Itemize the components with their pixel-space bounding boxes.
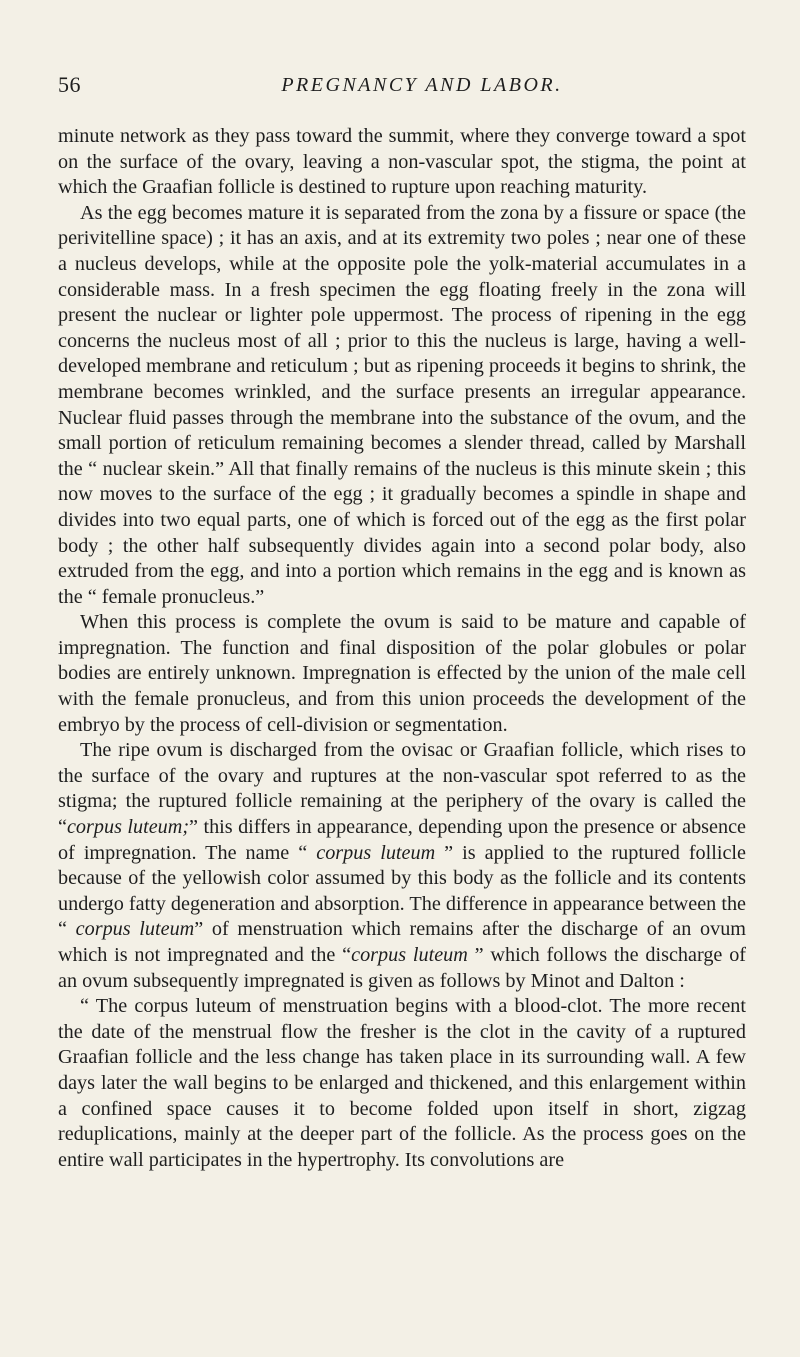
paragraph-4-text: ” which follows the discharge of an ovum subsequently impregnated is given as follows by Minot and Dalton : (58, 944, 747, 992)
running-title: PREGNANCY AND LABOR. (281, 74, 563, 96)
paragraph-2: As the egg becomes mature it is separated from the zona by a fissure or space (the perivitelline space) ; it has an axis, and at its extremity two poles ; near one of these a nucleus develops, while at the opposite pole the yolk-material accumulates in a considerable mass. In a fresh specimen the egg floating freely in the zona will present the nuclear or lighter pole uppermost. The process of ripening in the egg concerns the nucleus most of all ; prior to this the nucleus is large, having a well-developed membrane and reticulum ; but as ripening proceeds it begins to shrink, the membrane becomes wrinkled, and the surface presents an irregular appearance. Nuclear fluid passes through the membrane into the substance of the ovum, and the small portion of reticulum remaining becomes a slender thread, called by Marshall the “ nuclear skein.” All that finally remains of the nucleus is this minute skein ; this now moves to the surface of the egg ; it gradually becomes a spindle in shape and divides into two equal parts, one of which is forced out of the egg as the first polar body ; the other half subsequently divides again into a second polar body, also extruded from the egg, and into a portion which remains in the egg and is known as the “ female pronucleus.” (58, 201, 746, 608)
paragraph-4-text: ” is applied to the ruptured follicle because of the yellowish color assumed by this body as the follicle and its contents undergo fatty degeneration and absorption. The difference in appearance between the “ (58, 841, 746, 941)
page-number: 56 (58, 72, 81, 97)
body-text (58, 124, 746, 1173)
paragraph-4-text: The ripe ovum is discharged from the ovisac or Graafian follicle, which rises to the surface of the ovary and ruptures at the non-vascular spot referred to as the stigma; the ruptured follicle remaining at the periphery of the ovary is called the “ (58, 739, 746, 839)
paragraph-4-text: ” of menstruation which remains after the discharge of an ovum which is not impregnated and the “ (58, 918, 746, 966)
corpus-luteum-term: corpus luteum (351, 944, 468, 966)
corpus-luteum-term: corpus luteum; (66, 816, 190, 839)
paragraph-5-quotation: “ The corpus luteum of menstruation begins with a blood-clot. The more recent the date of the menstrual flow the fresher is the clot in the cavity of a ruptured Graafian follicle and the less change has taken place in its surrounding wall. A few days later the wall begins to be enlarged and thickened, and this enlargement within a confined space causes it to become folded upon itself in short, zigzag reduplications, mainly at the deeper part of the follicle. As the process goes on the entire wall participates in the hypertrophy. Its convolutions are (58, 995, 746, 1171)
corpus-luteum-term: corpus luteum (316, 841, 436, 864)
paragraph-3: When this process is complete the ovum is said to be mature and capable of impregnation. The function and final disposition of the polar globules or polar bodies are entirely unknown. Impregnation is effected by the union of the male cell with the female pronucleus, and from this union proceeds the development of the embryo by the process of cell-division or segmentation. (58, 611, 746, 736)
paragraph-4-text: ” this differs in appearance, depending upon the presence or absence of impregnation. The name “ (58, 816, 746, 864)
corpus-luteum-term: corpus luteum (75, 918, 195, 941)
paragraph-4 (58, 738, 746, 994)
paragraph-1: minute network as they pass toward the summit, where they converge toward a spot on the surface of the ovary, leaving a non-vascular spot, the stigma, the point at which the Graafian follicle is destined to rupture upon reaching maturity. (58, 125, 746, 199)
page-header (58, 64, 746, 108)
